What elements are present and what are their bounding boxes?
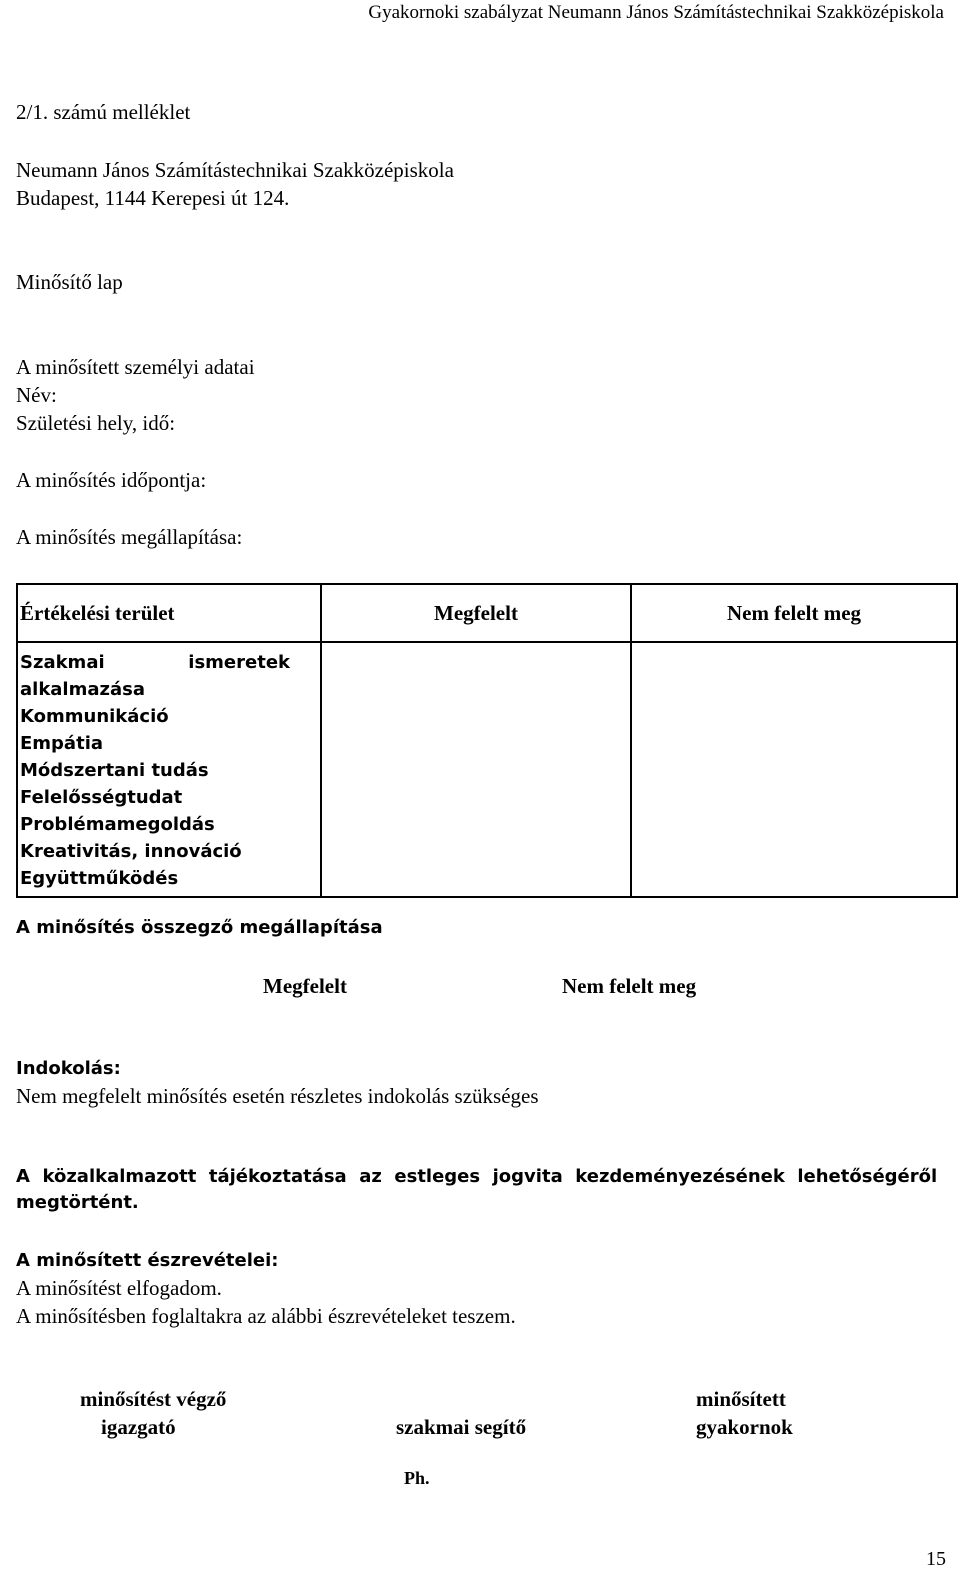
evaluation-areas-cell: [17, 642, 321, 897]
birth-field-label: Születési hely, idő:: [16, 411, 176, 435]
table-row: [17, 642, 957, 897]
remarks-option-accept[interactable]: A minősítést elfogadom.: [16, 1276, 222, 1300]
summary-heading: A minősítés összegző megállapítása: [16, 917, 383, 938]
remarks-heading: A minősített észrevételei:: [16, 1250, 279, 1271]
area-cooperation: Együttműködés: [20, 868, 179, 889]
summary-option-fail[interactable]: Nem felelt meg: [562, 974, 697, 998]
area-professional-knowledge: Szakmai ismeretek: [20, 652, 290, 673]
form-title: Minősítő lap: [16, 270, 123, 294]
evaluation-table: [16, 583, 958, 898]
remarks-option-comment[interactable]: A minősítésben foglaltakra az alábbi észrevételeket teszem.: [16, 1304, 516, 1328]
signature-director-line-1: minősítést végző: [80, 1387, 227, 1411]
area-responsibility: Felelősségtudat: [20, 787, 183, 808]
justification-label: Indokolás:: [16, 1058, 121, 1079]
column-header-fail: Nem felelt meg: [631, 584, 957, 642]
notice-line-1: A közalkalmazott tájékoztatása az estleges jogvita kezdeményezésének lehetőségéről: [16, 1166, 938, 1187]
area-professional-knowledge-cont: alkalmazása: [20, 679, 145, 700]
summary-option-pass[interactable]: Megfelelt: [263, 974, 347, 998]
page-number: 15: [926, 1548, 946, 1570]
running-header: Gyakornoki szabályzat Neumann János Számítástechnikai Szakközépiskola: [368, 2, 944, 23]
personal-heading: A minősített személyi adatai: [16, 355, 255, 379]
signature-trainee-line-1: minősített: [696, 1387, 786, 1411]
signature-mentor: szakmai segítő: [396, 1415, 527, 1439]
date-field-label: A minősítés időpontja:: [16, 468, 207, 492]
finding-field-label: A minősítés megállapítása:: [16, 525, 243, 549]
school-address: Budapest, 1144 Kerepesi út 124.: [16, 186, 290, 210]
area-methodology: Módszertani tudás: [20, 760, 209, 781]
signature-director-line-2: igazgató: [101, 1415, 176, 1439]
notice-line-2: megtörtént.: [16, 1192, 139, 1213]
name-field-label: Név:: [16, 383, 57, 407]
column-header-pass: Megfelelt: [321, 584, 631, 642]
annex-label: 2/1. számú melléklet: [16, 100, 191, 124]
signature-trainee-line-2: gyakornok: [696, 1415, 793, 1439]
area-empathy: Empátia: [20, 733, 104, 754]
school-name: Neumann János Számítástechnikai Szakközépiskola: [16, 158, 454, 182]
justification-note: Nem megfelelt minősítés esetén részletes indokolás szükséges: [16, 1084, 539, 1108]
table-header-row: [17, 584, 957, 642]
stamp-label: Ph.: [404, 1468, 430, 1488]
pass-cell[interactable]: [321, 642, 631, 897]
area-communication: Kommunikáció: [20, 706, 169, 727]
column-header-area: Értékelési terület: [17, 584, 321, 642]
area-creativity: Kreativitás, innováció: [20, 841, 242, 862]
area-problem-solving: Problémamegoldás: [20, 814, 215, 835]
fail-cell[interactable]: [631, 642, 957, 897]
